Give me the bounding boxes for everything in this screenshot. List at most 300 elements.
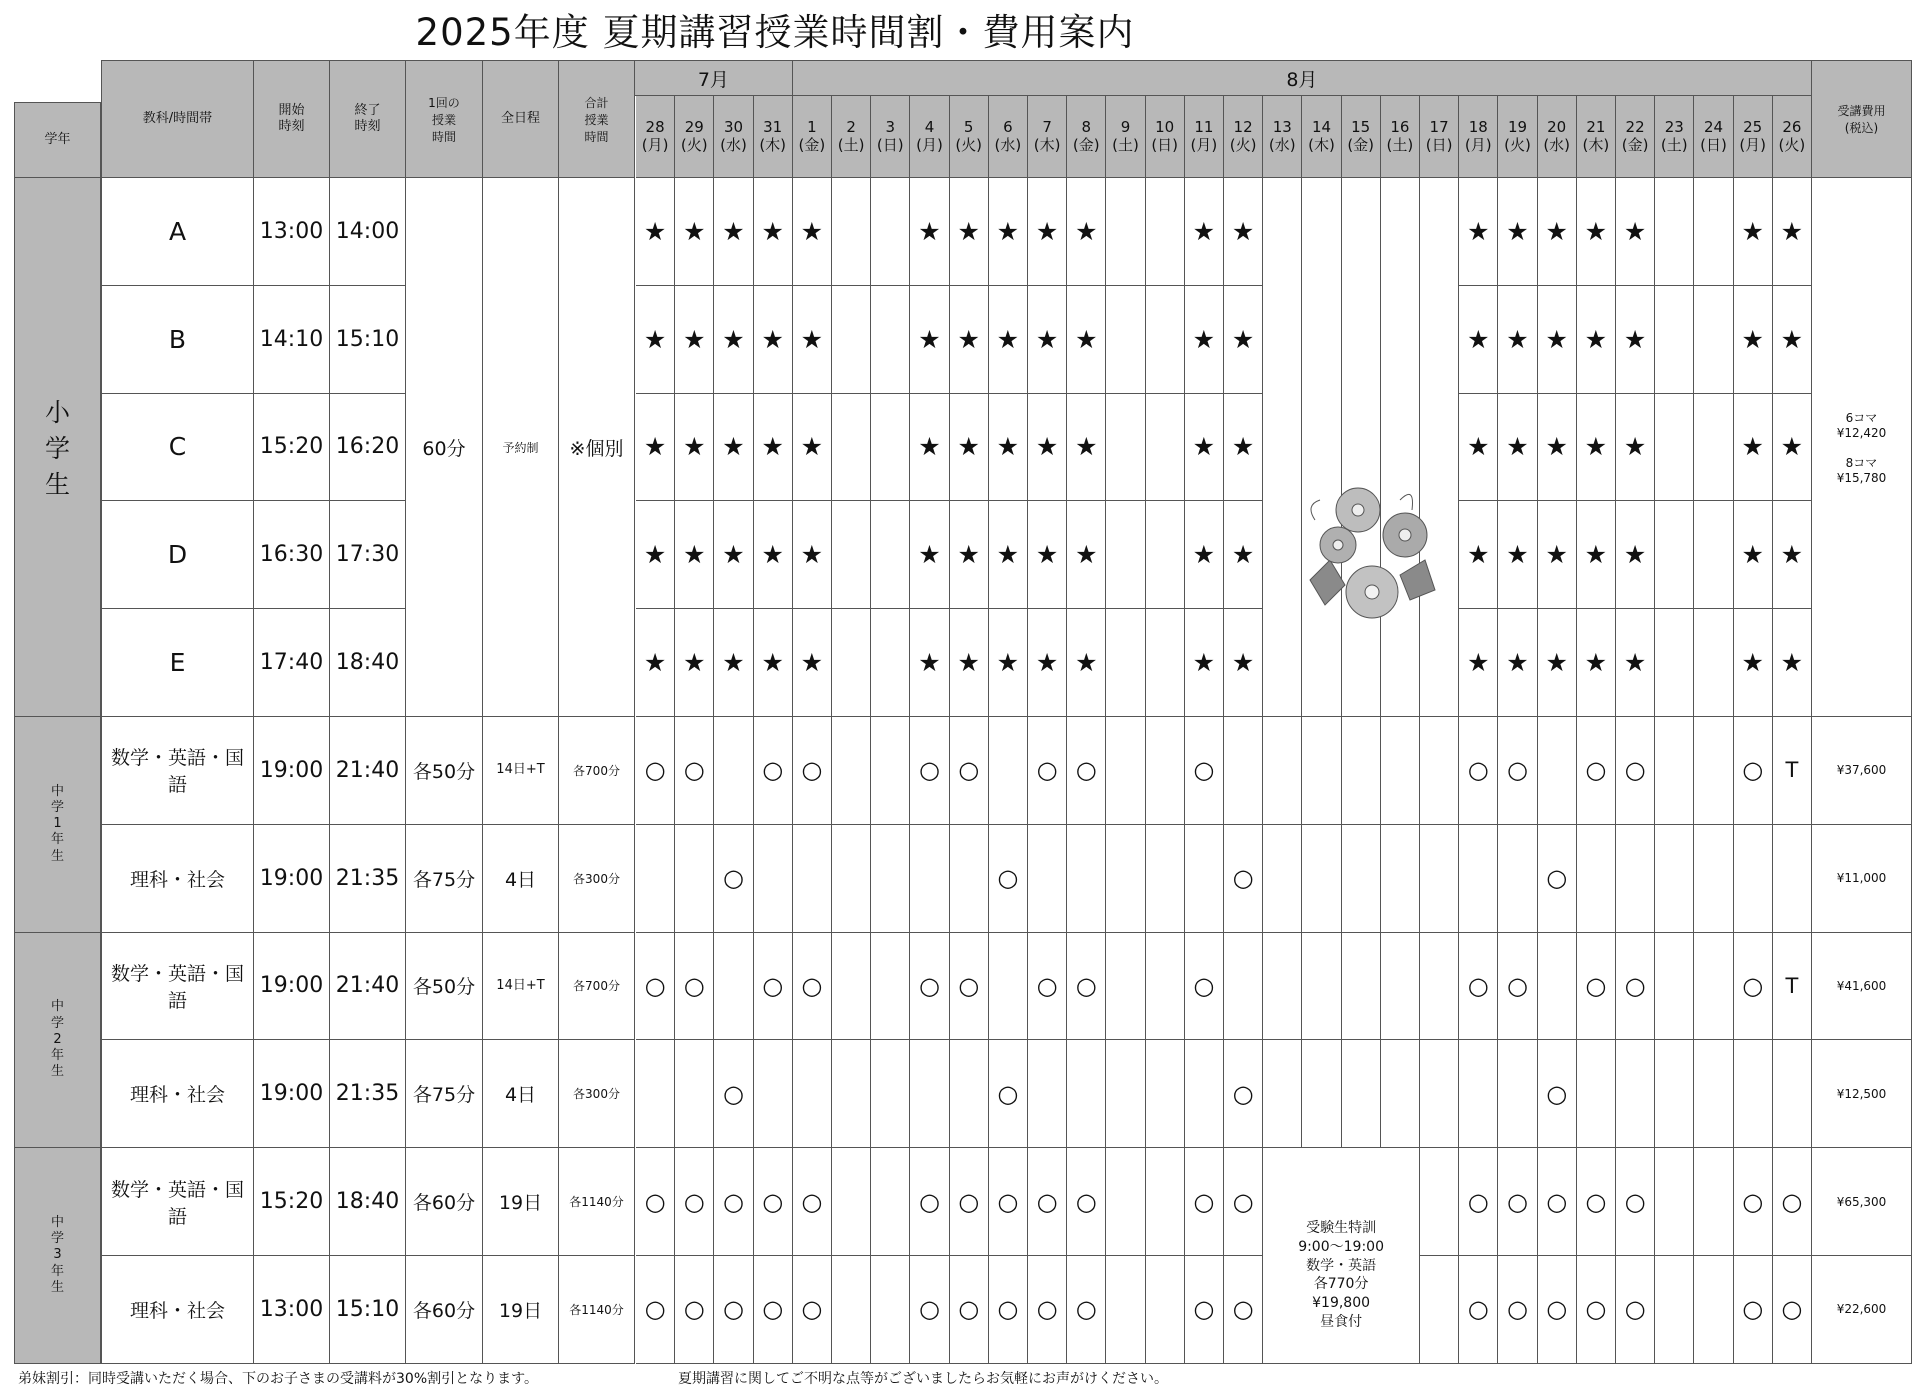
class-mark: ★ bbox=[918, 216, 941, 246]
schedule-cell bbox=[1577, 178, 1616, 286]
class-mark: ○ bbox=[1193, 1187, 1215, 1216]
schedule-cell bbox=[1381, 825, 1420, 933]
schedule-cell bbox=[1694, 1040, 1733, 1148]
schedule-cell bbox=[1538, 394, 1577, 502]
schedule-cell bbox=[989, 501, 1028, 609]
class-mark: ★ bbox=[957, 216, 980, 246]
schedule-cell bbox=[989, 609, 1028, 717]
date-label: 13 (水) bbox=[1268, 118, 1296, 154]
schedule-cell bbox=[1616, 394, 1655, 502]
subject-name bbox=[101, 717, 254, 825]
schedule-cell bbox=[1185, 717, 1224, 825]
end-time-text: 16:20 bbox=[335, 434, 400, 460]
class-mark: ★ bbox=[1780, 648, 1804, 678]
start-time bbox=[254, 1040, 330, 1148]
fee-header bbox=[1812, 60, 1912, 178]
class-mark: ★ bbox=[1231, 648, 1255, 678]
class-mark: ○ bbox=[762, 971, 784, 1000]
class-mark: ○ bbox=[1585, 1295, 1607, 1324]
class-mark: ○ bbox=[1742, 756, 1764, 785]
schedule-cell bbox=[1420, 717, 1459, 825]
end-time bbox=[330, 394, 406, 502]
start-time bbox=[254, 825, 330, 933]
schedule-cell bbox=[989, 1256, 1028, 1364]
date-header bbox=[1459, 96, 1498, 178]
schedule-cell bbox=[1734, 394, 1773, 502]
schedule-cell bbox=[989, 933, 1028, 1041]
date-header bbox=[1067, 96, 1106, 178]
end-time-text: 18:40 bbox=[335, 1189, 400, 1215]
schedule-cell bbox=[1538, 286, 1577, 394]
end-time-text: 21:40 bbox=[335, 757, 400, 783]
sibling-discount-note: 弟妹割引：同時受講いただく場合、下のお子さまの受講料が30%割引となります。 bbox=[18, 1371, 538, 1387]
date-label: 10 (日) bbox=[1151, 118, 1179, 154]
schedule-cell bbox=[1146, 717, 1185, 825]
schedule-cell bbox=[714, 1256, 753, 1364]
class-mark: ○ bbox=[1232, 1079, 1254, 1108]
schedule-cell bbox=[1459, 825, 1498, 933]
schedule-cell bbox=[1616, 1256, 1655, 1364]
schedule-cell bbox=[1498, 1148, 1537, 1256]
start-time-text: 15:20 bbox=[259, 1189, 324, 1215]
schedule-cell bbox=[714, 501, 753, 609]
date-header bbox=[989, 96, 1028, 178]
class-mark: ○ bbox=[1075, 971, 1097, 1000]
class-name-text: D bbox=[167, 540, 188, 570]
date-label: 7 (木) bbox=[1033, 118, 1061, 154]
schedule-days bbox=[483, 717, 559, 825]
class-mark: ○ bbox=[1467, 971, 1489, 1000]
schedule-cell bbox=[1694, 825, 1733, 933]
schedule-cell bbox=[754, 501, 793, 609]
schedule-cell bbox=[793, 825, 832, 933]
class-mark: ○ bbox=[1467, 1295, 1489, 1324]
schedule-cell bbox=[793, 1148, 832, 1256]
schedule-cell bbox=[1146, 394, 1185, 502]
schedule-cell bbox=[1146, 825, 1185, 933]
schedule-cell bbox=[910, 394, 949, 502]
schedule-cell bbox=[1381, 1040, 1420, 1148]
schedule-cell bbox=[1538, 501, 1577, 609]
class-mark: ○ bbox=[1232, 1295, 1254, 1324]
schedule-cell bbox=[754, 178, 793, 286]
grade-junior-1 bbox=[14, 717, 101, 933]
class-mark: ○ bbox=[683, 971, 705, 1000]
schedule-cell bbox=[1263, 717, 1302, 825]
schedule-cell bbox=[1028, 394, 1067, 502]
start-time bbox=[254, 717, 330, 825]
schedule-cell bbox=[1185, 394, 1224, 502]
date-label: 9 (土) bbox=[1112, 118, 1139, 154]
schedule-cell bbox=[832, 286, 871, 394]
class-mark: ○ bbox=[1781, 1187, 1803, 1216]
schedule-cell bbox=[793, 717, 832, 825]
schedule-cell bbox=[950, 933, 989, 1041]
schedule-cell bbox=[1773, 501, 1812, 609]
schedule-cell bbox=[1263, 1040, 1302, 1148]
per-class-header-text: 1回の 授業 時間 bbox=[428, 95, 460, 144]
class-mark: ○ bbox=[919, 971, 940, 1000]
schedule-cell bbox=[832, 178, 871, 286]
schedule-cell bbox=[1067, 1040, 1106, 1148]
class-name bbox=[101, 394, 254, 502]
schedule-cell bbox=[1616, 178, 1655, 286]
fee-amount-text: ¥65,300 bbox=[1836, 1194, 1887, 1209]
schedule-days bbox=[483, 933, 559, 1041]
exam-special-training-text: 受験生特訓 9:00〜19:00 数学・英語 各770分 ¥19,800 昼食付 bbox=[1298, 1219, 1384, 1331]
month-august bbox=[793, 60, 1812, 96]
schedule-cell bbox=[871, 933, 910, 1041]
contact-note: 夏期講習に関してご不明な点等がございましたらお気軽にお声がけください。 bbox=[678, 1371, 1168, 1387]
date-header bbox=[1106, 96, 1145, 178]
class-mark: ★ bbox=[1192, 648, 1216, 678]
schedule-cell bbox=[1146, 1040, 1185, 1148]
schedule-cell bbox=[950, 394, 989, 502]
schedule-days-text: 14日+T bbox=[496, 762, 545, 778]
schedule-cell bbox=[832, 394, 871, 502]
date-header bbox=[1655, 96, 1694, 178]
class-mark: ★ bbox=[1506, 324, 1529, 354]
schedule-cell bbox=[754, 286, 793, 394]
class-mark: ★ bbox=[1545, 324, 1568, 354]
schedule-cell bbox=[1146, 609, 1185, 717]
schedule-cell bbox=[1067, 717, 1106, 825]
schedule-cell bbox=[1342, 717, 1381, 825]
schedule-cell bbox=[832, 501, 871, 609]
schedule-cell bbox=[1459, 394, 1498, 502]
schedule-cell bbox=[1734, 825, 1773, 933]
class-mark: ○ bbox=[1546, 1295, 1568, 1324]
schedule-header bbox=[483, 60, 559, 178]
schedule-cell bbox=[950, 609, 989, 717]
class-mark: ★ bbox=[1035, 648, 1059, 678]
subject-name-text: 数学・英語・国語 bbox=[110, 747, 244, 797]
class-mark: ★ bbox=[1545, 648, 1568, 678]
schedule-header-text: 全日程 bbox=[500, 110, 540, 126]
date-label: 14 (木) bbox=[1308, 118, 1335, 154]
schedule-cell bbox=[910, 1040, 949, 1148]
class-mark: ○ bbox=[1624, 1295, 1646, 1324]
schedule-cell bbox=[1773, 178, 1812, 286]
class-mark: ○ bbox=[1036, 971, 1058, 1000]
class-mark: ○ bbox=[1624, 971, 1646, 1000]
schedule-cell bbox=[1224, 1040, 1263, 1148]
end-time bbox=[330, 286, 406, 394]
schedule-cell bbox=[1655, 501, 1694, 609]
class-mark: ★ bbox=[800, 648, 824, 678]
schedule-cell bbox=[1498, 933, 1537, 1041]
schedule-cell bbox=[1420, 178, 1459, 286]
class-mark: ○ bbox=[919, 756, 940, 785]
fee-amount bbox=[1812, 717, 1912, 825]
start-time-text: 19:00 bbox=[259, 757, 324, 783]
schedule-days bbox=[483, 825, 559, 933]
class-mark: ★ bbox=[800, 540, 824, 570]
class-mark: ★ bbox=[918, 648, 941, 678]
date-label: 3 (日) bbox=[876, 118, 904, 154]
class-mark: ★ bbox=[996, 432, 1020, 462]
subject-name-text: 理科・社会 bbox=[129, 1299, 225, 1322]
schedule-cell bbox=[1146, 1148, 1185, 1256]
date-label: 18 (月) bbox=[1464, 118, 1492, 154]
schedule-cell bbox=[1263, 933, 1302, 1041]
schedule-cell bbox=[1734, 501, 1773, 609]
schedule-cell bbox=[1224, 394, 1263, 502]
class-mark: ○ bbox=[1585, 756, 1607, 785]
schedule-cell bbox=[1106, 717, 1145, 825]
date-label: 28 (月) bbox=[641, 118, 669, 154]
elementary-total bbox=[559, 178, 635, 717]
elementary-days bbox=[483, 178, 559, 717]
subject-name bbox=[101, 1148, 254, 1256]
date-header bbox=[714, 96, 753, 178]
schedule-cell bbox=[754, 933, 793, 1041]
class-mark: ★ bbox=[643, 324, 667, 354]
fee-header-text: 受講費用 (税込) bbox=[1837, 104, 1886, 135]
schedule-cell bbox=[636, 1256, 675, 1364]
schedule-cell bbox=[714, 717, 753, 825]
schedule-cell bbox=[1459, 1040, 1498, 1148]
class-mark: ○ bbox=[723, 1187, 744, 1216]
schedule-cell bbox=[1028, 609, 1067, 717]
class-mark: ○ bbox=[683, 756, 705, 785]
schedule-cell bbox=[989, 825, 1028, 933]
schedule-cell bbox=[675, 609, 714, 717]
date-label: 8 (金) bbox=[1072, 118, 1100, 154]
total-time bbox=[559, 717, 635, 825]
date-header bbox=[1381, 96, 1420, 178]
schedule-cell bbox=[1538, 609, 1577, 717]
class-mark: T bbox=[1785, 758, 1799, 783]
class-mark: ★ bbox=[722, 648, 745, 678]
class-mark: ★ bbox=[722, 324, 745, 354]
class-mark: ★ bbox=[800, 324, 824, 354]
class-mark: ★ bbox=[1467, 432, 1490, 462]
date-label: 11 (月) bbox=[1190, 118, 1218, 154]
schedule-cell bbox=[675, 1148, 714, 1256]
start-time-text: 17:40 bbox=[259, 650, 324, 676]
total-time-text: 各700分 bbox=[573, 763, 620, 778]
schedule-cell bbox=[1498, 501, 1537, 609]
schedule-cell bbox=[1616, 933, 1655, 1041]
schedule-cell bbox=[832, 1040, 871, 1148]
schedule-cell bbox=[1381, 717, 1420, 825]
per-class-time-text: 各75分 bbox=[412, 868, 476, 891]
class-mark: ○ bbox=[1232, 1187, 1254, 1216]
class-mark: ○ bbox=[723, 864, 744, 893]
class-mark: ★ bbox=[722, 216, 745, 246]
class-mark: ○ bbox=[958, 756, 980, 785]
schedule-cell bbox=[1146, 1256, 1185, 1364]
schedule-cell bbox=[832, 609, 871, 717]
class-mark: ★ bbox=[1780, 540, 1804, 570]
class-mark: ★ bbox=[643, 648, 667, 678]
end-time bbox=[330, 609, 406, 717]
class-mark: ★ bbox=[1741, 324, 1764, 354]
fee-amount-text: ¥12,500 bbox=[1836, 1086, 1887, 1101]
class-name-text: E bbox=[169, 648, 186, 678]
schedule-cell bbox=[1734, 609, 1773, 717]
schedule-cell bbox=[793, 394, 832, 502]
class-mark: ★ bbox=[643, 540, 667, 570]
class-mark: ★ bbox=[683, 324, 706, 354]
start-time bbox=[254, 501, 330, 609]
schedule-cell bbox=[1106, 933, 1145, 1041]
end-time bbox=[330, 1256, 406, 1364]
per-class-time bbox=[406, 1040, 483, 1148]
schedule-cell bbox=[1655, 933, 1694, 1041]
schedule-cell bbox=[1067, 501, 1106, 609]
class-mark: ○ bbox=[644, 971, 666, 1000]
class-mark: ○ bbox=[1036, 1295, 1058, 1324]
schedule-cell bbox=[1028, 933, 1067, 1041]
schedule-cell bbox=[1459, 178, 1498, 286]
schedule-cell bbox=[793, 933, 832, 1041]
schedule-cell bbox=[871, 286, 910, 394]
schedule-cell bbox=[1694, 394, 1733, 502]
schedule-cell bbox=[1616, 717, 1655, 825]
schedule-cell bbox=[1263, 609, 1302, 717]
subject-name-text: 理科・社会 bbox=[129, 1084, 225, 1107]
start-time-text: 19:00 bbox=[259, 973, 324, 999]
per-class-time bbox=[406, 825, 483, 933]
schedule-cell bbox=[1224, 1256, 1263, 1364]
schedule-cell bbox=[1224, 178, 1263, 286]
class-mark: ★ bbox=[1780, 324, 1804, 354]
date-label: 31 (木) bbox=[759, 118, 787, 154]
schedule-cell bbox=[675, 933, 714, 1041]
schedule-cell bbox=[1342, 933, 1381, 1041]
schedule-cell bbox=[1577, 1040, 1616, 1148]
class-mark: ○ bbox=[683, 1187, 705, 1216]
schedule-cell bbox=[1655, 825, 1694, 933]
schedule-cell bbox=[1655, 1040, 1694, 1148]
schedule-cell bbox=[910, 933, 949, 1041]
schedule-cell bbox=[832, 717, 871, 825]
class-mark: ★ bbox=[1584, 324, 1608, 354]
schedule-cell bbox=[1459, 717, 1498, 825]
total-hours-header bbox=[559, 60, 635, 178]
class-mark: ★ bbox=[1623, 648, 1647, 678]
class-mark: ★ bbox=[1192, 324, 1216, 354]
schedule-cell bbox=[910, 717, 949, 825]
schedule-cell bbox=[1459, 501, 1498, 609]
date-header bbox=[793, 96, 832, 178]
start-time-text: 19:00 bbox=[259, 1081, 324, 1107]
date-label: 19 (火) bbox=[1504, 118, 1531, 154]
total-time-text: 各1140分 bbox=[569, 1302, 624, 1317]
schedule-cell bbox=[1616, 1040, 1655, 1148]
schedule-cell bbox=[1734, 286, 1773, 394]
schedule-cell bbox=[754, 717, 793, 825]
class-mark: ★ bbox=[1192, 432, 1216, 462]
per-class-time bbox=[406, 717, 483, 825]
total-time-text: 各300分 bbox=[573, 871, 620, 886]
schedule-cell bbox=[675, 825, 714, 933]
date-header bbox=[1420, 96, 1459, 178]
schedule-cell bbox=[1106, 394, 1145, 502]
class-mark: ○ bbox=[762, 1295, 784, 1324]
class-mark: ○ bbox=[801, 971, 823, 1000]
schedule-cell bbox=[910, 609, 949, 717]
schedule-cell bbox=[1420, 286, 1459, 394]
class-mark: ★ bbox=[918, 540, 941, 570]
schedule-cell bbox=[910, 286, 949, 394]
schedule-cell bbox=[1459, 933, 1498, 1041]
schedule-cell bbox=[636, 1040, 675, 1148]
schedule-cell bbox=[910, 1256, 949, 1364]
schedule-cell bbox=[675, 394, 714, 502]
class-mark: ○ bbox=[1546, 1079, 1568, 1108]
class-mark: ★ bbox=[1192, 540, 1216, 570]
schedule-cell bbox=[675, 501, 714, 609]
schedule-cell bbox=[1185, 1148, 1224, 1256]
schedule-cell bbox=[1028, 286, 1067, 394]
schedule-cell bbox=[989, 1148, 1028, 1256]
class-mark: ○ bbox=[801, 1187, 823, 1216]
class-mark: ★ bbox=[1741, 648, 1764, 678]
class-mark: ★ bbox=[643, 216, 667, 246]
schedule-cell bbox=[1224, 501, 1263, 609]
end-time bbox=[330, 1040, 406, 1148]
schedule-cell bbox=[1734, 1040, 1773, 1148]
schedule-cell bbox=[1185, 609, 1224, 717]
schedule-cell bbox=[1734, 178, 1773, 286]
end-time-text: 21:35 bbox=[335, 865, 400, 891]
schedule-cell bbox=[1694, 501, 1733, 609]
class-mark: ○ bbox=[958, 1295, 980, 1324]
class-mark: ★ bbox=[722, 432, 745, 462]
grade-elementary bbox=[14, 178, 101, 717]
schedule-days-text: 19日 bbox=[498, 1192, 543, 1215]
class-mark: ★ bbox=[1035, 216, 1059, 246]
total-time-text: 各1140分 bbox=[569, 1195, 624, 1210]
class-mark: ★ bbox=[1467, 540, 1490, 570]
class-mark: ★ bbox=[957, 540, 980, 570]
schedule-cell bbox=[714, 1040, 753, 1148]
start-time-header-text: 開始 時刻 bbox=[278, 102, 305, 134]
class-mark: ★ bbox=[996, 540, 1020, 570]
schedule-cell bbox=[1538, 178, 1577, 286]
end-time-text: 14:00 bbox=[335, 218, 400, 244]
schedule-cell bbox=[910, 501, 949, 609]
schedule-cell bbox=[793, 1256, 832, 1364]
schedule-cell bbox=[1067, 178, 1106, 286]
schedule-cell bbox=[1773, 394, 1812, 502]
schedule-cell bbox=[636, 825, 675, 933]
class-mark: ★ bbox=[918, 324, 941, 354]
schedule-cell bbox=[989, 394, 1028, 502]
schedule-cell bbox=[1538, 1040, 1577, 1148]
subject-name-text: 数学・英語・国語 bbox=[110, 962, 244, 1012]
schedule-cell bbox=[910, 178, 949, 286]
schedule-cell bbox=[1106, 1040, 1145, 1148]
schedule-cell bbox=[950, 1040, 989, 1148]
subject-name-text: 数学・英語・国語 bbox=[110, 1178, 244, 1228]
schedule-cell bbox=[1655, 1148, 1694, 1256]
per-class-time-text: 各50分 bbox=[412, 760, 476, 783]
schedule-cell bbox=[1655, 178, 1694, 286]
per-class-time-text: 各50分 bbox=[412, 976, 476, 999]
grade-header-text: 学年 bbox=[44, 131, 71, 147]
class-mark: ○ bbox=[997, 1295, 1019, 1324]
schedule-cell bbox=[636, 394, 675, 502]
schedule-cell bbox=[832, 1256, 871, 1364]
start-time bbox=[254, 286, 330, 394]
schedule-cell bbox=[871, 1040, 910, 1148]
grade-junior-2 bbox=[14, 933, 101, 1149]
schedule-cell bbox=[1773, 825, 1812, 933]
